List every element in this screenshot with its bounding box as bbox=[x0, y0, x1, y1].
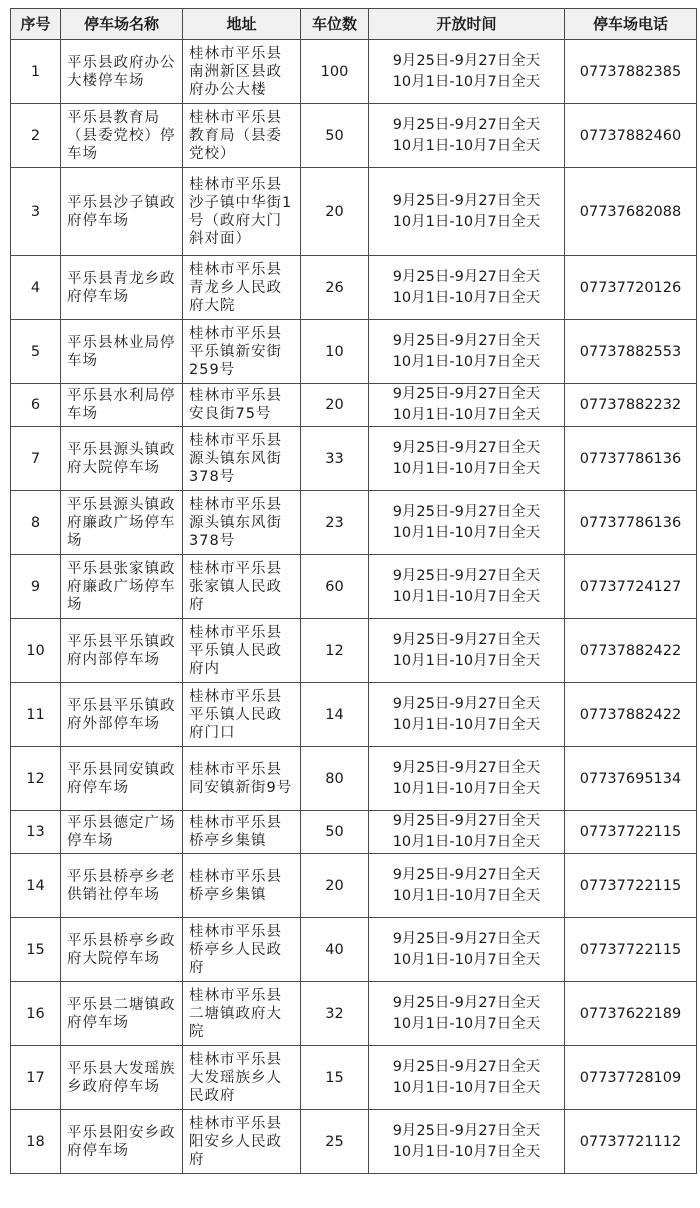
parking-phone: 07737682088 bbox=[565, 168, 697, 256]
parking-name: 平乐县水利局停车场 bbox=[61, 384, 183, 427]
parking-phone: 07737622189 bbox=[565, 982, 697, 1046]
row-no: 3 bbox=[11, 168, 61, 256]
open-time-line: 10月1日-10月7日全天 bbox=[392, 951, 541, 968]
table-row bbox=[11, 747, 697, 811]
open-time bbox=[369, 384, 565, 427]
open-time bbox=[369, 811, 565, 854]
parking-address: 桂林市平乐县南洲新区县政府办公大楼 bbox=[183, 40, 301, 104]
table-row bbox=[11, 619, 697, 683]
header-address: 地址 bbox=[183, 9, 301, 40]
parking-phone: 07737882422 bbox=[565, 683, 697, 747]
row-no: 18 bbox=[11, 1110, 61, 1174]
open-time bbox=[369, 854, 565, 918]
parking-spaces: 32 bbox=[301, 982, 369, 1046]
open-time-line: 10月1日-10月7日全天 bbox=[392, 213, 541, 230]
open-time-line: 9月25日-9月27日全天 bbox=[392, 116, 541, 133]
open-time-line: 9月25日-9月27日全天 bbox=[392, 268, 541, 285]
table-row bbox=[11, 683, 697, 747]
open-time bbox=[369, 1046, 565, 1110]
open-time-line: 10月1日-10月7日全天 bbox=[392, 588, 541, 605]
parking-address: 桂林市平乐县沙子镇中华街1号（政府大门斜对面） bbox=[183, 168, 301, 256]
table-row bbox=[11, 854, 697, 918]
parking-address: 桂林市平乐县青龙乡人民政府大院 bbox=[183, 256, 301, 320]
open-time-line: 9月25日-9月27日全天 bbox=[392, 1122, 541, 1139]
parking-spaces: 23 bbox=[301, 491, 369, 555]
open-time bbox=[369, 427, 565, 491]
open-time-line: 10月1日-10月7日全天 bbox=[392, 887, 541, 904]
table-row bbox=[11, 256, 697, 320]
parking-spaces: 26 bbox=[301, 256, 369, 320]
parking-spaces: 20 bbox=[301, 854, 369, 918]
header-open-time: 开放时间 bbox=[369, 9, 565, 40]
parking-phone: 07737722115 bbox=[565, 854, 697, 918]
table-body bbox=[11, 40, 697, 1174]
open-time bbox=[369, 918, 565, 982]
parking-name: 平乐县桥亭乡老供销社停车场 bbox=[61, 854, 183, 918]
row-no: 11 bbox=[11, 683, 61, 747]
open-time bbox=[369, 747, 565, 811]
header-no: 序号 bbox=[11, 9, 61, 40]
parking-phone: 07737882553 bbox=[565, 320, 697, 384]
parking-address: 桂林市平乐县张家镇人民政府 bbox=[183, 555, 301, 619]
header-spaces: 车位数 bbox=[301, 9, 369, 40]
open-time bbox=[369, 40, 565, 104]
parking-name: 平乐县源头镇政府廉政广场停车场 bbox=[61, 491, 183, 555]
parking-name: 平乐县源头镇政府大院停车场 bbox=[61, 427, 183, 491]
row-no: 15 bbox=[11, 918, 61, 982]
row-no: 9 bbox=[11, 555, 61, 619]
parking-address: 桂林市平乐县平乐镇人民政府内 bbox=[183, 619, 301, 683]
open-time bbox=[369, 619, 565, 683]
open-time bbox=[369, 982, 565, 1046]
parking-address: 桂林市平乐县源头镇东风街378号 bbox=[183, 491, 301, 555]
parking-phone: 07737720126 bbox=[565, 256, 697, 320]
open-time-line: 9月25日-9月27日全天 bbox=[392, 52, 541, 69]
parking-spaces: 14 bbox=[301, 683, 369, 747]
parking-address: 桂林市平乐县教育局（县委党校） bbox=[183, 104, 301, 168]
parking-spaces: 33 bbox=[301, 427, 369, 491]
open-time-line: 9月25日-9月27日全天 bbox=[392, 866, 541, 883]
parking-name: 平乐县桥亭乡政府大院停车场 bbox=[61, 918, 183, 982]
parking-spaces: 80 bbox=[301, 747, 369, 811]
parking-address: 桂林市平乐县桥亭乡人民政府 bbox=[183, 918, 301, 982]
parking-spaces: 15 bbox=[301, 1046, 369, 1110]
row-no: 13 bbox=[11, 811, 61, 854]
parking-spaces: 10 bbox=[301, 320, 369, 384]
open-time bbox=[369, 491, 565, 555]
parking-table bbox=[10, 8, 697, 1174]
row-no: 16 bbox=[11, 982, 61, 1046]
row-no: 1 bbox=[11, 40, 61, 104]
open-time-line: 10月1日-10月7日全天 bbox=[392, 73, 541, 90]
parking-phone: 07737786136 bbox=[565, 491, 697, 555]
parking-phone: 07737695134 bbox=[565, 747, 697, 811]
parking-name: 平乐县德定广场停车场 bbox=[61, 811, 183, 854]
row-no: 8 bbox=[11, 491, 61, 555]
parking-phone: 07737724127 bbox=[565, 555, 697, 619]
header-row bbox=[11, 9, 697, 40]
open-time-line: 10月1日-10月7日全天 bbox=[392, 137, 541, 154]
open-time-line: 9月25日-9月27日全天 bbox=[392, 813, 541, 829]
table-row bbox=[11, 811, 697, 854]
parking-phone: 07737882422 bbox=[565, 619, 697, 683]
parking-phone: 07737882460 bbox=[565, 104, 697, 168]
table-row bbox=[11, 168, 697, 256]
parking-name: 平乐县二塘镇政府停车场 bbox=[61, 982, 183, 1046]
parking-address: 桂林市平乐县安良街75号 bbox=[183, 384, 301, 427]
open-time bbox=[369, 256, 565, 320]
header-name: 停车场名称 bbox=[61, 9, 183, 40]
row-no: 10 bbox=[11, 619, 61, 683]
parking-name: 平乐县政府办公大楼停车场 bbox=[61, 40, 183, 104]
table-row bbox=[11, 427, 697, 491]
parking-phone: 07737722115 bbox=[565, 811, 697, 854]
parking-phone: 07737722115 bbox=[565, 918, 697, 982]
open-time-line: 9月25日-9月27日全天 bbox=[392, 386, 541, 402]
open-time-line: 10月1日-10月7日全天 bbox=[392, 524, 541, 541]
parking-phone: 07737786136 bbox=[565, 427, 697, 491]
table-row bbox=[11, 1110, 697, 1174]
table-row bbox=[11, 982, 697, 1046]
table-row bbox=[11, 1046, 697, 1110]
row-no: 4 bbox=[11, 256, 61, 320]
parking-spaces: 20 bbox=[301, 168, 369, 256]
open-time-line: 9月25日-9月27日全天 bbox=[392, 567, 541, 584]
parking-spaces: 40 bbox=[301, 918, 369, 982]
open-time-line: 9月25日-9月27日全天 bbox=[392, 695, 541, 712]
parking-spaces: 12 bbox=[301, 619, 369, 683]
parking-name: 平乐县沙子镇政府停车场 bbox=[61, 168, 183, 256]
row-no: 14 bbox=[11, 854, 61, 918]
parking-name: 平乐县林业局停车场 bbox=[61, 320, 183, 384]
row-no: 12 bbox=[11, 747, 61, 811]
open-time bbox=[369, 683, 565, 747]
open-time bbox=[369, 1110, 565, 1174]
open-time-line: 10月1日-10月7日全天 bbox=[392, 1015, 541, 1032]
parking-name: 平乐县张家镇政府廉政广场停车场 bbox=[61, 555, 183, 619]
open-time-line: 9月25日-9月27日全天 bbox=[392, 1058, 541, 1075]
table-row bbox=[11, 320, 697, 384]
row-no: 7 bbox=[11, 427, 61, 491]
open-time-line: 9月25日-9月27日全天 bbox=[392, 759, 541, 776]
open-time-line: 10月1日-10月7日全天 bbox=[392, 780, 541, 797]
parking-spaces: 50 bbox=[301, 811, 369, 854]
parking-name: 平乐县平乐镇政府外部停车场 bbox=[61, 683, 183, 747]
open-time bbox=[369, 104, 565, 168]
open-time-line: 10月1日-10月7日全天 bbox=[392, 834, 541, 850]
open-time-line: 10月1日-10月7日全天 bbox=[392, 353, 541, 370]
table-header bbox=[11, 9, 697, 40]
open-time-line: 10月1日-10月7日全天 bbox=[392, 1143, 541, 1160]
row-no: 6 bbox=[11, 384, 61, 427]
open-time bbox=[369, 320, 565, 384]
table-row bbox=[11, 491, 697, 555]
open-time bbox=[369, 555, 565, 619]
parking-address: 桂林市平乐县阳安乡人民政府 bbox=[183, 1110, 301, 1174]
parking-address: 桂林市平乐县大发瑶族乡人民政府 bbox=[183, 1046, 301, 1110]
open-time-line: 10月1日-10月7日全天 bbox=[392, 716, 541, 733]
table-row bbox=[11, 384, 697, 427]
parking-spaces: 25 bbox=[301, 1110, 369, 1174]
parking-address: 桂林市平乐县桥亭乡集镇 bbox=[183, 811, 301, 854]
open-time-line: 10月1日-10月7日全天 bbox=[392, 289, 541, 306]
parking-name: 平乐县同安镇政府停车场 bbox=[61, 747, 183, 811]
table-row bbox=[11, 104, 697, 168]
open-time-line: 10月1日-10月7日全天 bbox=[392, 1079, 541, 1096]
row-no: 2 bbox=[11, 104, 61, 168]
parking-address: 桂林市平乐县桥亭乡集镇 bbox=[183, 854, 301, 918]
open-time-line: 9月25日-9月27日全天 bbox=[392, 631, 541, 648]
open-time-line: 9月25日-9月27日全天 bbox=[392, 332, 541, 349]
open-time-line: 10月1日-10月7日全天 bbox=[392, 652, 541, 669]
parking-spaces: 20 bbox=[301, 384, 369, 427]
parking-phone: 07737721112 bbox=[565, 1110, 697, 1174]
parking-address: 桂林市平乐县源头镇东风街378号 bbox=[183, 427, 301, 491]
open-time bbox=[369, 168, 565, 256]
parking-address: 桂林市平乐县同安镇新街9号 bbox=[183, 747, 301, 811]
open-time-line: 9月25日-9月27日全天 bbox=[392, 439, 541, 456]
table-row bbox=[11, 918, 697, 982]
parking-name: 平乐县平乐镇政府内部停车场 bbox=[61, 619, 183, 683]
parking-spaces: 50 bbox=[301, 104, 369, 168]
parking-name: 平乐县青龙乡政府停车场 bbox=[61, 256, 183, 320]
parking-spaces: 60 bbox=[301, 555, 369, 619]
row-no: 17 bbox=[11, 1046, 61, 1110]
open-time-line: 9月25日-9月27日全天 bbox=[392, 994, 541, 1011]
table-row bbox=[11, 40, 697, 104]
open-time-line: 9月25日-9月27日全天 bbox=[392, 503, 541, 520]
parking-phone: 07737882385 bbox=[565, 40, 697, 104]
parking-phone: 07737728109 bbox=[565, 1046, 697, 1110]
parking-address: 桂林市平乐县平乐镇人民政府门口 bbox=[183, 683, 301, 747]
parking-phone: 07737882232 bbox=[565, 384, 697, 427]
header-phone: 停车场电话 bbox=[565, 9, 697, 40]
open-time-line: 9月25日-9月27日全天 bbox=[392, 930, 541, 947]
parking-name: 平乐县大发瑶族乡政府停车场 bbox=[61, 1046, 183, 1110]
parking-spaces: 100 bbox=[301, 40, 369, 104]
parking-name: 平乐县教育局（县委党校）停车场 bbox=[61, 104, 183, 168]
open-time-line: 10月1日-10月7日全天 bbox=[392, 460, 541, 477]
parking-address: 桂林市平乐县二塘镇政府大院 bbox=[183, 982, 301, 1046]
open-time-line: 10月1日-10月7日全天 bbox=[392, 407, 541, 423]
row-no: 5 bbox=[11, 320, 61, 384]
open-time-line: 9月25日-9月27日全天 bbox=[392, 192, 541, 209]
parking-address: 桂林市平乐县平乐镇新安街259号 bbox=[183, 320, 301, 384]
parking-name: 平乐县阳安乡政府停车场 bbox=[61, 1110, 183, 1174]
table-row bbox=[11, 555, 697, 619]
